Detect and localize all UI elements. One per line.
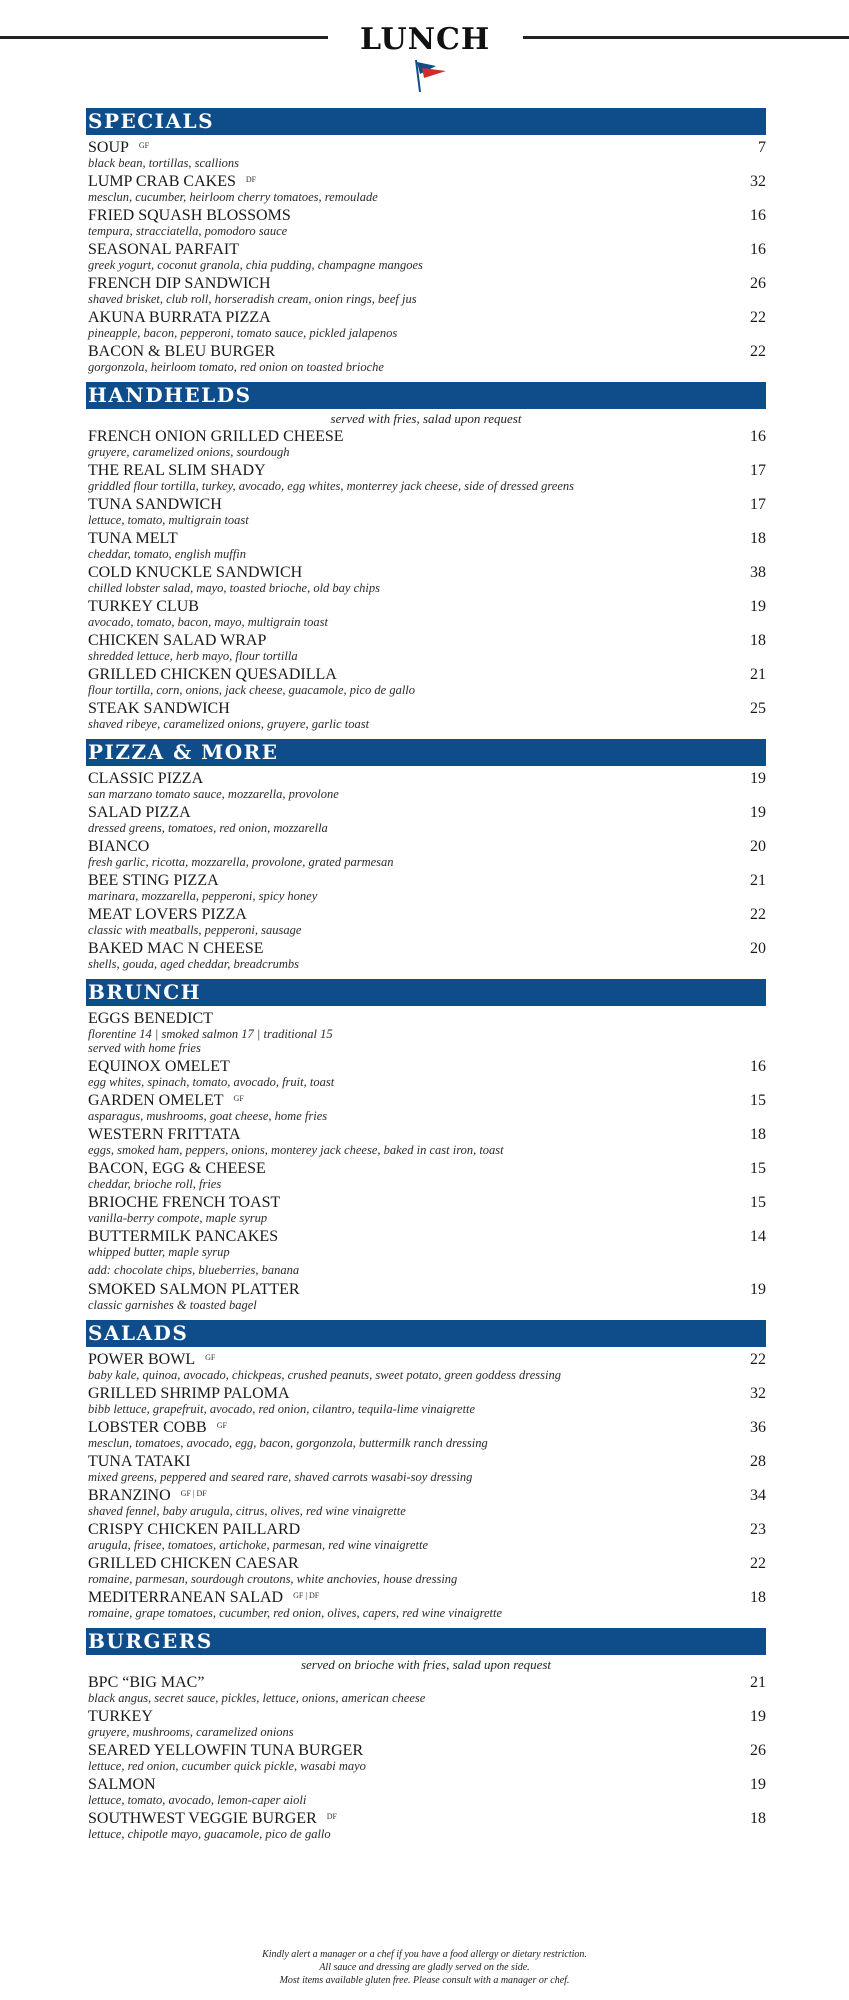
section-header-bar [86, 108, 766, 135]
menu-item [86, 139, 766, 170]
item-description: shredded lettuce, herb mayo, flour tortilla [88, 649, 298, 663]
item-price: 21 [750, 666, 766, 683]
menu-item [86, 940, 766, 971]
item-price: 20 [750, 838, 766, 855]
item-name: THE REAL SLIM SHADY [88, 462, 266, 479]
menu-item [86, 1092, 766, 1123]
item-description: florentine 14 | smoked salmon 17 | traditional 15 [88, 1027, 333, 1041]
menu-item [86, 872, 766, 903]
menu-item [86, 804, 766, 835]
menu-section-burgers [86, 1628, 766, 1841]
item-price: 19 [750, 1708, 766, 1725]
item-name: LUMP CRAB CAKES [88, 173, 236, 190]
menu-item [86, 598, 766, 629]
item-name: GRILLED SHRIMP PALOMA [88, 1385, 290, 1402]
item-name: BRIOCHE FRENCH TOAST [88, 1194, 281, 1211]
item-name: GARDEN OMELET [88, 1092, 224, 1109]
item-name: EQUINOX OMELET [88, 1058, 230, 1075]
item-name: SMOKED SALMON PLATTER [88, 1281, 300, 1298]
item-description: lettuce, red onion, cucumber quick pickle, wasabi mayo [88, 1759, 366, 1773]
item-description: fresh garlic, ricotta, mozzarella, provolone, grated parmesan [88, 855, 394, 869]
item-description: whipped butter, maple syrup [88, 1245, 230, 1259]
item-name: SALMON [88, 1776, 156, 1793]
item-price: 17 [750, 496, 766, 513]
menu-item [86, 1228, 766, 1278]
item-description: eggs, smoked ham, peppers, onions, monterey jack cheese, baked in cast iron, toast [88, 1143, 504, 1157]
item-name: TUNA SANDWICH [88, 496, 222, 513]
item-description: cheddar, brioche roll, fries [88, 1177, 222, 1191]
item-name: CHICKEN SALAD WRAP [88, 632, 267, 649]
menu-item [86, 700, 766, 731]
menu-section-brunch [86, 979, 766, 1312]
menu-item [86, 207, 766, 238]
item-name: FRENCH DIP SANDWICH [88, 275, 271, 292]
dietary-tag: GF [216, 1421, 227, 1430]
item-name: POWER BOWL [88, 1351, 196, 1368]
item-price: 21 [750, 872, 766, 889]
menu-item [86, 173, 766, 204]
item-name: SEARED YELLOWFIN TUNA BURGER [88, 1742, 364, 1759]
menu-item [86, 1708, 766, 1739]
item-description: avocado, tomato, bacon, mayo, multigrain toast [88, 615, 328, 629]
item-price: 26 [750, 1742, 766, 1759]
item-description: romaine, parmesan, sourdough croutons, white anchovies, house dressing [88, 1572, 458, 1586]
menu-item [86, 1521, 766, 1552]
footer-line: All sauce and dressing are gladly served on the side. [319, 1962, 530, 1973]
item-description: lettuce, chipotle mayo, guacamole, pico de gallo [88, 1827, 331, 1841]
item-price: 25 [750, 700, 766, 717]
item-description: asparagus, mushrooms, goat cheese, home fries [88, 1109, 328, 1123]
menu-item [86, 1589, 766, 1620]
menu-item [86, 530, 766, 561]
item-description: gruyere, mushrooms, caramelized onions [88, 1725, 294, 1739]
item-name: SALAD PIZZA [88, 804, 191, 821]
item-price: 19 [750, 598, 766, 615]
item-description: romaine, grape tomatoes, cucumber, red onion, olives, capers, red wine vinaigrette [88, 1606, 503, 1620]
header-rule-left [0, 36, 328, 39]
dietary-tag: GF | DF [180, 1489, 207, 1498]
item-price: 38 [750, 564, 766, 581]
item-price: 18 [750, 632, 766, 649]
item-description: classic with meatballs, pepperoni, sausage [88, 923, 302, 937]
item-name: CLASSIC PIZZA [88, 770, 204, 787]
menu-section-handhelds [86, 382, 766, 731]
item-price: 20 [750, 940, 766, 957]
item-name: BACON & BLEU BURGER [88, 343, 276, 360]
item-description: mesclun, cucumber, heirloom cherry tomatoes, remoulade [88, 190, 378, 204]
item-name: SOUP [88, 139, 129, 156]
menu-item [86, 275, 766, 306]
item-description: classic garnishes & toasted bagel [88, 1298, 257, 1312]
footer-line: Most items available gluten free. Please consult with a manager or chef. [279, 1975, 570, 1986]
menu-section-specials [86, 108, 766, 374]
item-description: tempura, stracciatella, pomodoro sauce [88, 224, 288, 238]
menu-item [86, 309, 766, 340]
menu-item [86, 1194, 766, 1225]
item-description: vanilla-berry compote, maple syrup [88, 1211, 268, 1225]
section-header-bar [86, 979, 766, 1006]
menu-item [86, 838, 766, 869]
item-name: CRISPY CHICKEN PAILLARD [88, 1521, 301, 1538]
menu-item [86, 1010, 766, 1055]
item-description: marinara, mozzarella, pepperoni, spicy honey [88, 889, 318, 903]
lunch-logo [360, 14, 490, 84]
menu-item [86, 1555, 766, 1586]
menu-item [86, 632, 766, 663]
menu-item [86, 428, 766, 459]
menu-item [86, 1351, 766, 1382]
menu-item [86, 1453, 766, 1484]
item-name: FRENCH ONION GRILLED CHEESE [88, 428, 344, 445]
item-description: shells, gouda, aged cheddar, breadcrumbs [88, 957, 299, 971]
menu-item [86, 462, 766, 493]
menu-body [86, 108, 766, 1849]
allergy-notice [0, 1948, 849, 1987]
item-description: shaved ribeye, caramelized onions, gruyere, garlic toast [88, 717, 370, 731]
dietary-tag: DF [326, 1812, 337, 1821]
item-name: BRANZINO [88, 1487, 171, 1504]
dietary-tag: GF [233, 1094, 244, 1103]
item-addon: add: chocolate chips, blueberries, banana [88, 1263, 300, 1277]
menu-header [0, 0, 849, 90]
menu-item [86, 1674, 766, 1705]
item-name: TURKEY [88, 1708, 153, 1725]
item-name: SOUTHWEST VEGGIE BURGER [88, 1810, 317, 1827]
item-name: BPC “BIG MAC” [88, 1674, 205, 1691]
menu-item [86, 343, 766, 374]
item-description: shaved brisket, club roll, horseradish cream, onion rings, beef jus [88, 292, 417, 306]
item-price: 21 [750, 1674, 766, 1691]
item-price: 7 [758, 139, 766, 156]
item-name: MEDITERRANEAN SALAD [88, 1589, 284, 1606]
menu-item [86, 1160, 766, 1191]
item-price: 16 [750, 428, 766, 445]
item-name: EGGS BENEDICT [88, 1010, 213, 1027]
item-price: 32 [750, 1385, 766, 1402]
menu-item [86, 1281, 766, 1312]
logo-text: LUNCH [360, 22, 491, 57]
menu-item [86, 1385, 766, 1416]
item-name: TUNA TATAKI [88, 1453, 191, 1470]
menu-section-pizza-more [86, 739, 766, 971]
item-price: 18 [750, 1589, 766, 1606]
item-description: lettuce, tomato, avocado, lemon-caper aioli [88, 1793, 307, 1807]
item-description: gruyere, caramelized onions, sourdough [88, 445, 290, 459]
item-name: LOBSTER COBB [88, 1419, 207, 1436]
dietary-tag: GF [138, 141, 150, 150]
item-name: BEE STING PIZZA [88, 872, 219, 889]
section-title: SPECIALS [88, 109, 215, 133]
menu-item [86, 770, 766, 801]
header-rule-right [523, 36, 849, 39]
item-name: WESTERN FRITTATA [88, 1126, 241, 1143]
item-price: 15 [750, 1092, 766, 1109]
item-price: 23 [750, 1521, 766, 1538]
item-price: 22 [750, 1555, 766, 1572]
item-price: 17 [750, 462, 766, 479]
section-title: BRUNCH [88, 980, 202, 1004]
item-name: STEAK SANDWICH [88, 700, 230, 717]
section-note: served on brioche with fries, salad upon request [300, 1657, 552, 1672]
menu-item [86, 564, 766, 595]
footer-line: Kindly alert a manager or a chef if you have a food allergy or dietary restriction. [262, 1949, 587, 1960]
item-price: 22 [750, 309, 766, 326]
menu-item [86, 1742, 766, 1773]
item-description: pineapple, bacon, pepperoni, tomato sauce, pickled jalapenos [88, 326, 398, 340]
item-name: AKUNA BURRATA PIZZA [88, 309, 271, 326]
item-name: SEASONAL PARFAIT [88, 241, 239, 258]
item-price: 28 [750, 1453, 766, 1470]
menu-item [86, 1419, 766, 1450]
item-price: 16 [750, 1058, 766, 1075]
item-name: GRILLED CHICKEN CAESAR [88, 1555, 299, 1572]
item-price: 22 [750, 343, 766, 360]
section-title: SALADS [88, 1321, 189, 1345]
menu-item [86, 1810, 766, 1841]
item-name: TUNA MELT [88, 530, 178, 547]
item-price: 19 [750, 1776, 766, 1793]
item-price: 22 [750, 906, 766, 923]
item-name: TURKEY CLUB [88, 598, 199, 615]
menu-item [86, 1487, 766, 1518]
item-description: chilled lobster salad, mayo, toasted brioche, old bay chips [88, 581, 380, 595]
menu-section-salads [86, 1320, 766, 1620]
menu-item [86, 496, 766, 527]
item-price: 34 [750, 1487, 766, 1504]
item-description: black bean, tortillas, scallions [88, 156, 240, 170]
item-description: san marzano tomato sauce, mozzarella, provolone [88, 787, 339, 801]
item-description: arugula, frisee, tomatoes, artichoke, parmesan, red wine vinaigrette [88, 1538, 428, 1552]
item-description: shaved fennel, baby arugula, citrus, olives, red wine vinaigrette [88, 1504, 406, 1518]
item-price: 19 [750, 1281, 766, 1298]
item-name: BAKED MAC N CHEESE [88, 940, 264, 957]
item-description: lettuce, tomato, multigrain toast [88, 513, 249, 527]
item-description: dressed greens, tomatoes, red onion, mozzarella [88, 821, 328, 835]
item-price: 16 [750, 241, 766, 258]
item-name: FRIED SQUASH BLOSSOMS [88, 207, 291, 224]
item-description: egg whites, spinach, tomato, avocado, fruit, toast [88, 1075, 335, 1089]
item-price: 26 [750, 275, 766, 292]
item-price: 18 [750, 1810, 766, 1827]
item-description: griddled flour tortilla, turkey, avocado, egg whites, monterrey jack cheese, side of dressed greens [88, 479, 575, 493]
dietary-tag: DF [245, 175, 257, 184]
section-title: HANDHELDS [88, 383, 252, 407]
section-note: served with fries, salad upon request [330, 411, 522, 426]
item-description: greek yogurt, coconut granola, chia pudding, champagne mangoes [88, 258, 423, 272]
item-description: mixed greens, peppered and seared rare, shaved carrots wasabi-soy dressing [88, 1470, 473, 1484]
section-title: BURGERS [88, 1629, 213, 1653]
item-description: black angus, secret sauce, pickles, lettuce, onions, american cheese [88, 1691, 426, 1705]
item-price: 19 [750, 804, 766, 821]
section-title: PIZZA & MORE [88, 740, 279, 764]
item-description: cheddar, tomato, english muffin [88, 547, 246, 561]
section-header-bar [86, 739, 766, 766]
menu-item [86, 666, 766, 697]
menu-item [86, 1126, 766, 1157]
dietary-tag: GF | DF [293, 1591, 320, 1600]
item-price: 15 [750, 1160, 766, 1177]
item-description: baby kale, quinoa, avocado, chickpeas, crushed peanuts, sweet potato, green goddess dressing [88, 1368, 561, 1382]
menu-item [86, 241, 766, 272]
item-name: MEAT LOVERS PIZZA [88, 906, 247, 923]
item-price: 14 [750, 1228, 766, 1245]
item-name: BACON, EGG & CHEESE [88, 1160, 266, 1177]
section-header-bar [86, 1320, 766, 1347]
item-description: flour tortilla, corn, onions, jack cheese, guacamole, pico de gallo [88, 683, 416, 697]
item-name: BIANCO [88, 838, 150, 855]
item-price: 16 [750, 207, 766, 224]
item-description: served with home fries [88, 1041, 201, 1055]
item-name: COLD KNUCKLE SANDWICH [88, 564, 303, 581]
item-name: GRILLED CHICKEN QUESADILLA [88, 666, 337, 683]
item-description: bibb lettuce, grapefruit, avocado, red onion, cilantro, tequila-lime vinaigrette [88, 1402, 476, 1416]
section-header-bar [86, 1628, 766, 1655]
item-price: 18 [750, 1126, 766, 1143]
item-name: BUTTERMILK PANCAKES [88, 1228, 279, 1245]
item-price: 22 [750, 1351, 766, 1368]
section-header-bar [86, 382, 766, 409]
item-price: 15 [750, 1194, 766, 1211]
item-description: gorgonzola, heirloom tomato, red onion on toasted brioche [88, 360, 384, 374]
item-price: 18 [750, 530, 766, 547]
menu-item [86, 906, 766, 937]
item-description: mesclun, tomatoes, avocado, egg, bacon, gorgonzola, buttermilk ranch dressing [88, 1436, 488, 1450]
item-price: 32 [750, 173, 766, 190]
item-price: 19 [750, 770, 766, 787]
item-price: 36 [750, 1419, 766, 1436]
menu-item [86, 1058, 766, 1089]
pennant-flag-icon [410, 58, 450, 94]
menu-item [86, 1776, 766, 1807]
dietary-tag: GF [205, 1353, 216, 1362]
